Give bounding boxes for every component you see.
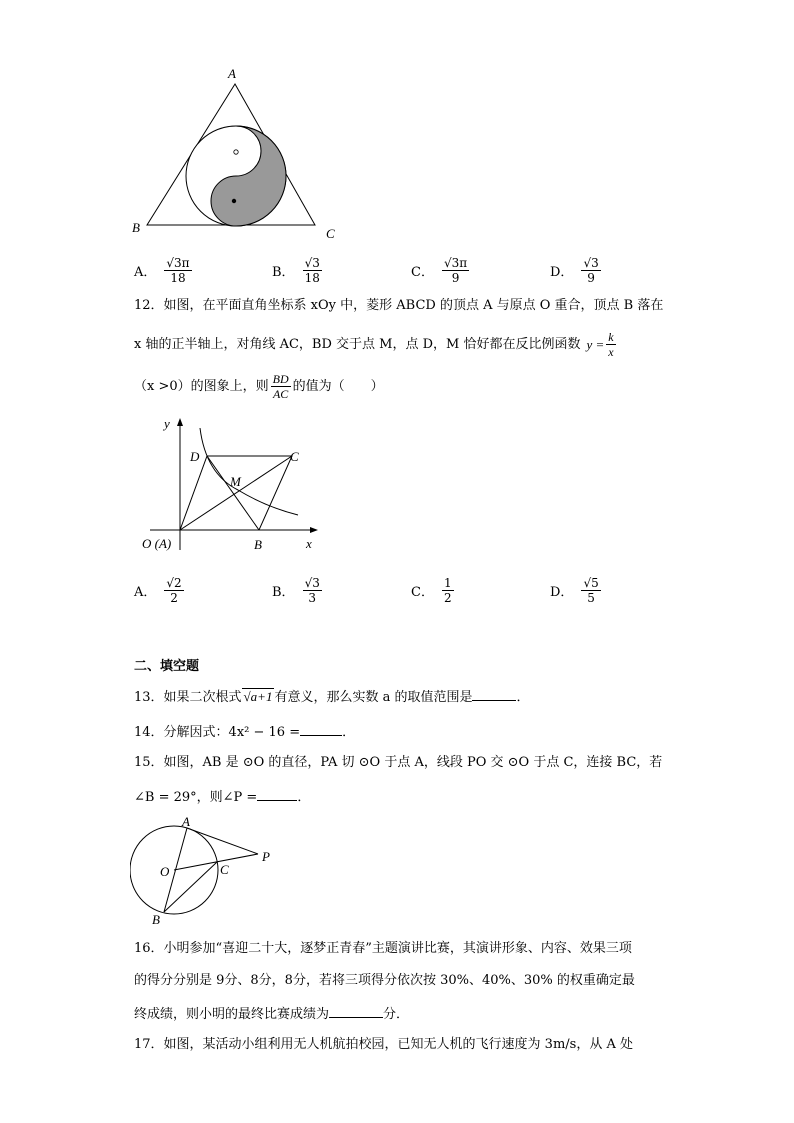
q12-line2: x 轴的正半轴上，对角线 AC，BD 交于点 M，点 D，M 恰好都在反比例函数 y = $\frac{k}{x}$ [134, 330, 614, 359]
option-label: D． [550, 265, 574, 280]
option-fraction: $\frac{√3}{3}$ [304, 576, 320, 605]
option-label: D． [550, 585, 574, 600]
q12-line1: 12．如图，在平面直角坐标系 xOy 中，菱形 ABCD 的顶点 A 与原点 O 重合，顶点 B 落在 [134, 298, 664, 313]
q15-line2: ∠B = 29°，则∠P = ． [134, 790, 311, 805]
rhombus-coordinate-figure [138, 410, 338, 560]
option-label: B． [272, 585, 295, 600]
q14-text: 14．分解因式：4x² − 16 = ． [134, 725, 356, 740]
option-fraction: $\frac{1}{2}$ [443, 576, 452, 605]
point-m-label: M [230, 474, 241, 489]
q11-option-d[interactable] [550, 256, 603, 285]
q12-line3: （x >0）的图象上，则 $\frac{BD}{AC}$ 的值为（ ） [134, 372, 384, 401]
option-fraction: $\frac{√2}{2}$ [166, 576, 182, 605]
q12-option-c[interactable] [411, 576, 456, 605]
circle-tangent-figure [130, 812, 290, 927]
option-label: A． [134, 265, 157, 280]
section-heading: 二、填空题 [134, 659, 200, 674]
option-label: A． [134, 585, 157, 600]
q16-line3: 终成绩，则小明的最终比赛成绩为 分． [134, 1007, 410, 1022]
point-b-label: B [152, 912, 160, 927]
q11-option-c[interactable] [411, 256, 471, 285]
vertex-a-label: A [228, 66, 236, 81]
q16-line1: 16．小明参加“喜迎二十大，逐梦正青春”主题演讲比赛，其演讲形象、内容、效果三项 [134, 941, 632, 956]
vertex-b-label: B [132, 220, 140, 235]
option-fraction: $\frac{√3}{18}$ [304, 256, 320, 285]
q13-text: 13．如果二次根式 √a+1 有意义，那么实数 a 的取值范围是 ． [134, 689, 530, 705]
q13-answer-blank[interactable] [472, 688, 516, 701]
q17-line1: 17．如图，某活动小组利用无人机航拍校园，已知无人机的飞行速度为 3m/s，从 A 处 [134, 1037, 633, 1052]
q16-line2: 的得分分别是 9分、8分，8分，若将三项得分依次按 30%、40%、30% 的权重确定最 [134, 973, 635, 988]
q12-option-a[interactable] [134, 576, 186, 605]
q15-answer-blank[interactable] [257, 788, 297, 801]
axis-x-label: x [306, 536, 312, 551]
option-fraction: $\frac{√3\pi}{9}$ [443, 256, 468, 285]
vertex-c-label: C [326, 226, 335, 241]
option-label: C． [411, 585, 434, 600]
point-c-label: C [220, 862, 229, 877]
option-fraction: $\frac{√5}{5}$ [583, 576, 599, 605]
option-fraction: $\frac{√3\pi}{18}$ [166, 256, 190, 285]
q12-option-d[interactable] [550, 576, 603, 605]
point-b-label: B [254, 537, 262, 552]
q16-answer-blank[interactable] [329, 1005, 383, 1018]
q11-option-b[interactable] [272, 256, 324, 285]
option-label: B． [272, 265, 295, 280]
point-d-label: D [190, 449, 200, 464]
point-a-label: A [182, 814, 190, 829]
q14-answer-blank[interactable] [300, 723, 342, 736]
q12-option-b[interactable] [272, 576, 324, 605]
triangle-yinyang-figure [120, 60, 360, 250]
option-fraction: $\frac{√3}{9}$ [583, 256, 599, 285]
origin-label: O (A) [142, 536, 172, 551]
point-c-label: C [290, 449, 299, 464]
point-p-label: P [262, 849, 270, 864]
point-o-label: O [160, 864, 170, 879]
q11-option-a[interactable] [134, 256, 194, 285]
option-label: C． [411, 265, 434, 280]
axis-y-label: y [164, 416, 170, 431]
q15-line1: 15．如图，AB 是 ⊙O 的直径，PA 切 ⊙O 于点 A，线段 PO 交 ⊙O 于点 C，连接 BC，若 [134, 755, 663, 770]
